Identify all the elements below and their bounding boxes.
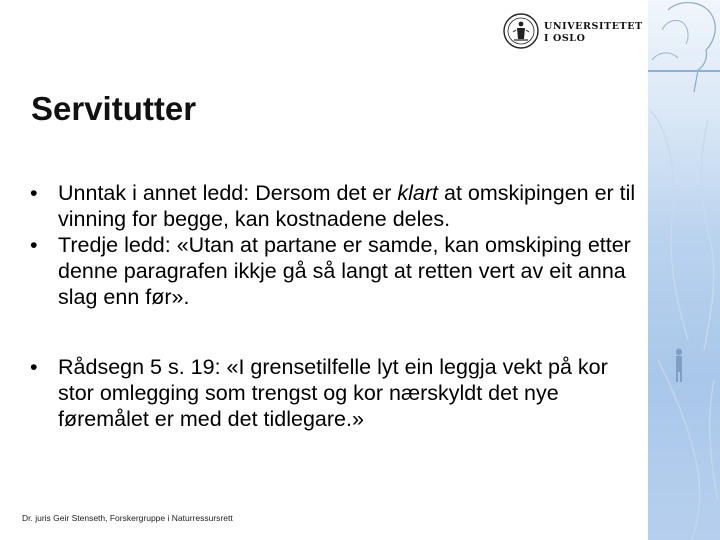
bullet-marker: • xyxy=(30,233,38,257)
bullet-item xyxy=(30,180,640,232)
logo-text-line2: I OSLO xyxy=(544,33,586,44)
bullet-marker: • xyxy=(30,355,38,379)
bullet-text-emphasis: klart xyxy=(397,181,439,205)
bullet-text-pre: Unntak i annet ledd: Dersom det er xyxy=(58,181,398,205)
bullet-text: Tredje ledd: «Utan at partane er samde, kan omskiping etter denne paragrafen ikkje gå så langt at retten vert av eit anna slag enn før». xyxy=(58,233,631,309)
bullet-item xyxy=(30,354,640,432)
slide-title: Servitutter xyxy=(31,90,197,127)
bullet-item xyxy=(30,232,640,310)
classical-figure-illustration xyxy=(648,0,720,540)
university-seal-icon xyxy=(502,12,540,50)
bullet-marker: • xyxy=(30,181,38,205)
bullet-list xyxy=(30,180,640,432)
footer-author: Dr. juris Geir Stenseth, Forskergruppe i Naturressursrett xyxy=(22,513,233,523)
university-logo xyxy=(502,12,643,50)
decorative-side-panel xyxy=(648,0,720,540)
bullet-text: Rådsegn 5 s. 19: «I grensetilfelle lyt ein leggja vekt på kor stor omlegging som trengst og kor nærskyldt det nye føremålet er med det tidlegare.» xyxy=(58,355,608,431)
logo-text-line1: UNIVERSITETET xyxy=(544,21,643,32)
bullet-text-post: at omskipingen er til vinning for begge, kan kostnadene deles. xyxy=(58,181,636,231)
